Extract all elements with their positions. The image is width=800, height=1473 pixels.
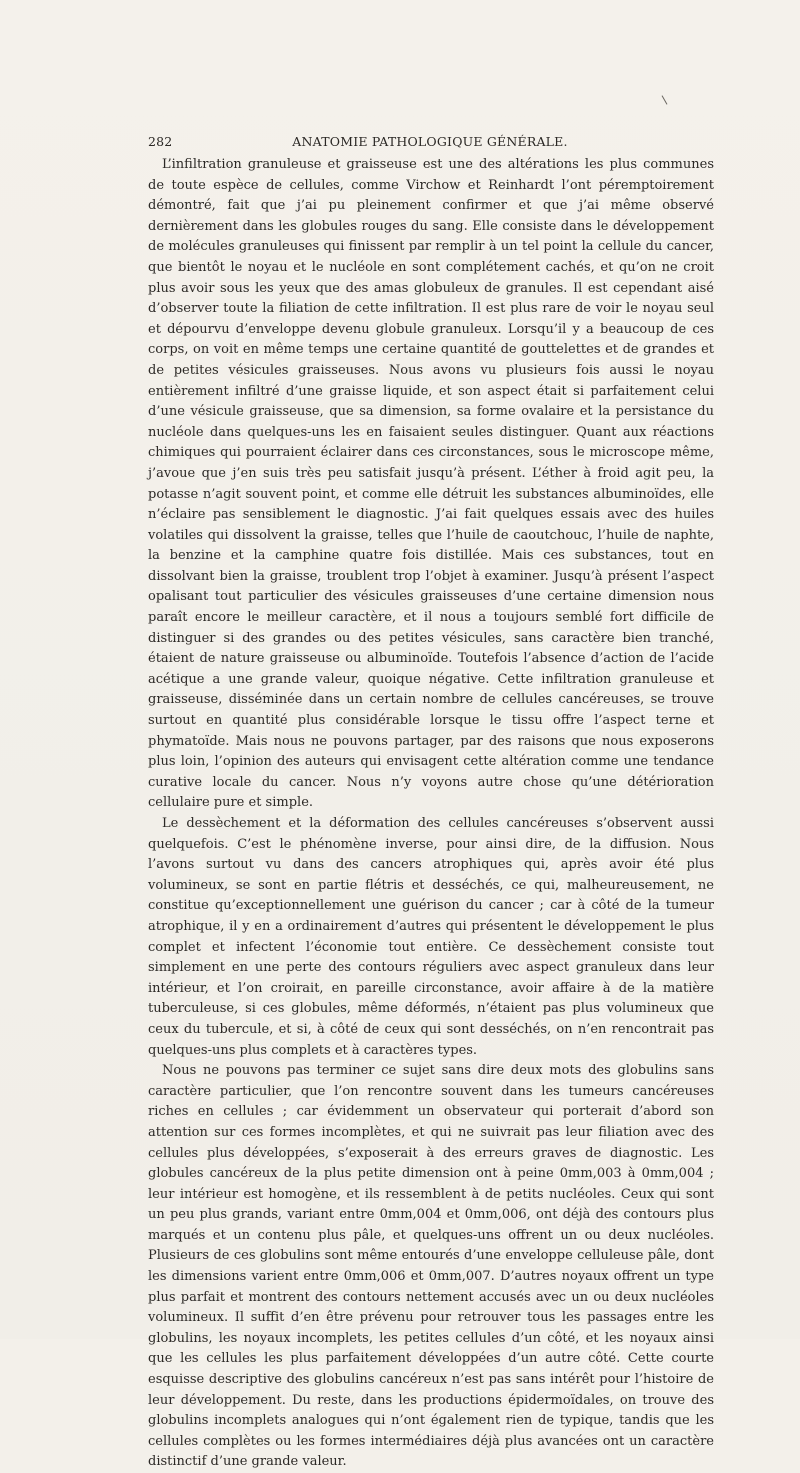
paragraph-desiccation: Le dessèchement et la déformation des cellules cancéreuses s’observent aussi quelquefois. C’est le phénomène inverse, pour ainsi dire, de la diffusion. Nous l’avons surtout vu dans des cancers atrophiques qui, après avoir été plus volumineux, se sont en partie flétris et desséchés, ce qui, malheureusement, ne constitue qu’exceptionnellement une guérison du cancer ; car à côté de la tumeur atrophique, il y en a ordinairement d’autres qui présentent le développement le plus complet et infectent l’économie tout entière. Ce dessèchement consiste tout simplement en une perte des contours réguliers avec aspect granuleux dans leur intérieur, et l’on croirait, en pareille circonstance, avoir affaire à de la matière tuberculeuse, si ces globules, même déformés, n’étaient pas plus volumineux que ceux du tubercule, et si, à côté de ceux qui sont desséchés, on n’en rencontrait pas quelques-uns plus complets et à caractères types. — [148, 816, 714, 1058]
page-number: 282 — [148, 134, 173, 149]
running-title: ANATOMIE PATHOLOGIQUE GÉNÉRALE. — [292, 134, 568, 149]
paragraph-globulins: Nous ne pouvons pas terminer ce sujet sans dire deux mots des globulins sans caractère particulier, que l’on rencontre souvent dans les tumeurs cancéreuses riches en cellules ; car évidemment un observateur qui porterait d’abord son attention sur ces formes incomplètes, et qui ne suivrait pas leur filiation avec des cellules plus développées, s’exposerait à des erreurs graves de diagnostic. Les globules cancéreux de la plus petite dimension ont à peine 0mm,003 à 0mm,004 ; leur intérieur est homogène, et ils ressemblent à de petits nucléoles. Ceux qui sont un peu plus grands, variant entre 0mm,004 et 0mm,006, ont déjà des contours plus marqués et un contenu plus pâle, et quelques-uns offrent un ou deux nucléoles. Plusieurs de ces globulins sont même entourés d’une enveloppe celluleuse pâle, dont les dimensions varient entre 0mm,006 et 0mm,007. D’autres noyaux offrent un type plus parfait et montrent des contours nettement accusés avec un ou deux nucléoles volumineux. Il suffit d’en être prévenu pour retrouver tous les passages entre les globulins, les noyaux incomplets, les petites cellules d’un côté, et les noyaux ainsi que les cellules les plus parfaitement développées d’un autre côté. Cette courte esquisse descriptive des globulins cancéreux n’est pas sans intérêt pour l’histoire de leur développement. Du reste, dans les productions épidermoïdales, on trouve des globulins incomplets analogues qui n’ont également rien de typique, tandis que les cellules complètes ou les formes intermédiaires déjà plus avancées ont un caractère distinctif d’une grande valeur. — [148, 1063, 714, 1470]
body-text — [148, 155, 714, 1473]
paragraph-fatty-infiltration: L’infiltration granuleuse et graisseuse est une des altérations les plus communes de toute espèce de cellules, comme Virchow et Reinhardt l’ont péremptoirement démontré, fait que j’ai pu pleinement confirmer et que j’ai même observé dernièrement dans les globules rouges du sang. Elle consiste dans le développement de molécules granuleuses qui finissent par remplir à un tel point la cellule du cancer, que bientôt le noyau et le nucléole en sont complétement cachés, et qu’on ne croit plus avoir sous les yeux que des amas globuleux de granules. Il est cependant aisé d’observer toute la filiation de cette infiltration. Il est plus rare de voir le noyau seul et dépourvu d’enveloppe devenu globule granuleux. Lorsqu’il y a beaucoup de ces corps, on voit en même temps une certaine quantité de gouttelettes et de grandes et de petites vésicules graisseuses. Nous avons vu plusieurs fois aussi le noyau entièrement infiltré d’une graisse liquide, et son aspect était si parfaitement celui d’une vésicule graisseuse, que sa dimension, sa forme ovalaire et la persistance du nucléole dans quelques-uns les en faisaient seules distinguer. Quant aux réactions chimiques qui pourraient éclairer dans ces circonstances, sous le microscope même, j’avoue que j’en suis très peu satisfait jusqu’à présent. L’éther à froid agit peu, la potasse n’agit souvent point, et comme elle détruit les substances albuminoïdes, elle n’éclaire pas sensiblement le diagnostic. J’ai fait quelques essais avec des huiles volatiles qui dissolvent la graisse, telles que l’huile de caoutchouc, l’huile de naphte, la benzine et la camphine quatre fois distillée. Mais ces substances, tout en dissolvant bien la graisse, troublent trop l’objet à examiner. Jusqu’à présent l’aspect opalisant tout particulier des vésicules graisseuses d’une certaine dimension nous paraît encore le meilleur caractère, et il nous a toujours semblé fort difficile de distinguer si des grandes ou des petites vésicules, sans caractère bien tranché, étaient de nature graisseuse ou albuminoïde. Toutefois l’absence d’action de l’acide acétique a une grande valeur, quoique négative. Cette infiltration granuleuse et graisseuse, disséminée dans un certain nombre de cellules cancéreuses, se trouve surtout en quantité plus considérable lorsque le tissu offre l’aspect terne et phymatoïde. Mais nous ne pouvons partager, par des raisons que nous exposerons plus loin, l’opinion des auteurs qui envisagent cette altération comme une tendance curative locale du cancer. Nous n’y voyons autre chose qu’une détérioration cellulaire pure et simple. — [148, 157, 714, 811]
pencil-mark — [662, 95, 668, 104]
page-header — [148, 134, 712, 154]
